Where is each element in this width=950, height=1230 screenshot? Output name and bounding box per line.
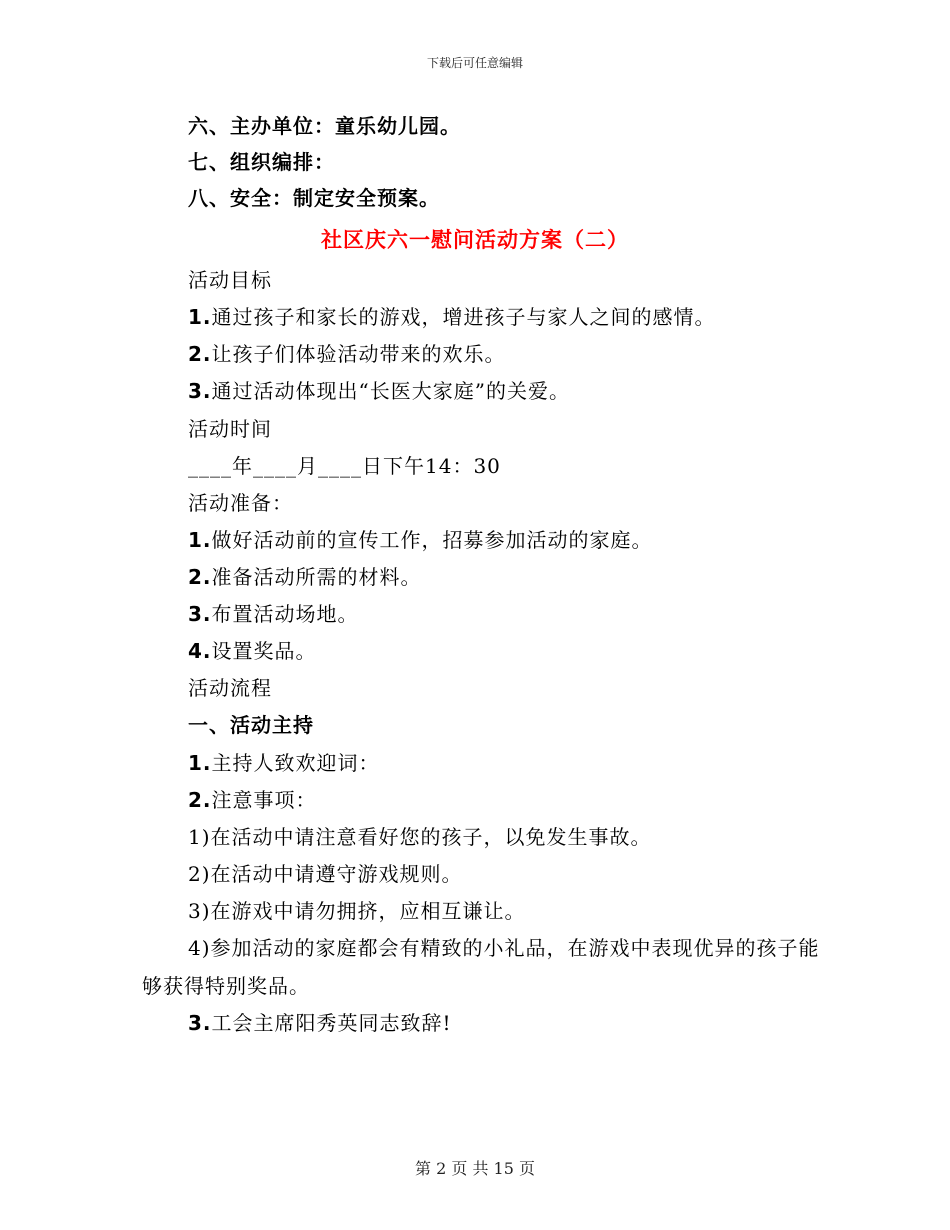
goal-text: 通过活动体现出“长医大家庭”的关爱。 [211, 379, 570, 403]
prep-number: 1. [188, 528, 212, 552]
section-organization: 七、组织编排： [188, 150, 335, 174]
flow-number: 1. [188, 751, 212, 775]
flow-note-long: 4)参加活动的家庭都会有精致的小礼品，在游戏中表现优异的孩子能够获得特别奖品。 [142, 936, 820, 998]
flow-note: 1)在活动中请注意看好您的孩子，以免发生事故。 [188, 825, 652, 849]
flow-text: 主持人致欢迎词： [211, 751, 380, 775]
document-title: 社区庆六一慰问活动方案（二） [321, 227, 629, 252]
flow-text: 工会主席阳秀英同志致辞! [211, 1011, 452, 1035]
prep-item [188, 559, 422, 595]
prep-text: 布置活动场地。 [211, 602, 359, 626]
page-footer: 第 2 页 共 15 页 [415, 1159, 535, 1178]
prep-text: 做好活动前的宣传工作，招募参加活动的家庭。 [211, 528, 653, 552]
goal-item [188, 299, 716, 335]
flow-item [188, 1005, 452, 1041]
flow-note: 2)在活动中请遵守游戏规则。 [188, 862, 463, 886]
section-sponsor: 六、主办单位：童乐幼儿园。 [188, 114, 461, 138]
prep-item [188, 596, 359, 632]
prep-text: 设置奖品。 [211, 639, 317, 663]
goal-number: 3. [188, 379, 212, 403]
goal-item [188, 336, 506, 372]
section-safety: 八、安全：制定安全预案。 [188, 186, 440, 210]
goal-number: 1. [188, 305, 212, 329]
time-heading: 活动时间 [188, 417, 272, 441]
goals-heading: 活动目标 [188, 268, 272, 292]
prep-number: 4. [188, 639, 212, 663]
prep-text: 准备活动所需的材料。 [211, 565, 422, 589]
goal-item [188, 373, 570, 409]
goal-text: 通过孩子和家长的游戏，增进孩子与家人之间的感情。 [211, 305, 716, 329]
goal-number: 2. [188, 342, 212, 366]
flow-sub-heading: 一、活动主持 [188, 713, 314, 737]
flow-note: 3)在游戏中请勿拥挤，应相互谦让。 [188, 899, 526, 923]
prep-number: 2. [188, 565, 212, 589]
header-note: 下载后可任意编辑 [426, 56, 523, 70]
goal-text: 让孩子们体验活动带来的欢乐。 [211, 342, 506, 366]
prep-item [188, 633, 317, 669]
flow-heading: 活动流程 [188, 676, 272, 700]
prep-number: 3. [188, 602, 212, 626]
flow-number: 3. [188, 1011, 212, 1035]
flow-text: 注意事项： [211, 788, 317, 812]
flow-number: 2. [188, 788, 212, 812]
flow-item [188, 745, 380, 781]
prep-item [188, 522, 653, 558]
flow-item [188, 782, 317, 818]
time-value: ____年____月____日下午14：30 [188, 454, 501, 478]
prep-heading: 活动准备： [188, 491, 293, 515]
